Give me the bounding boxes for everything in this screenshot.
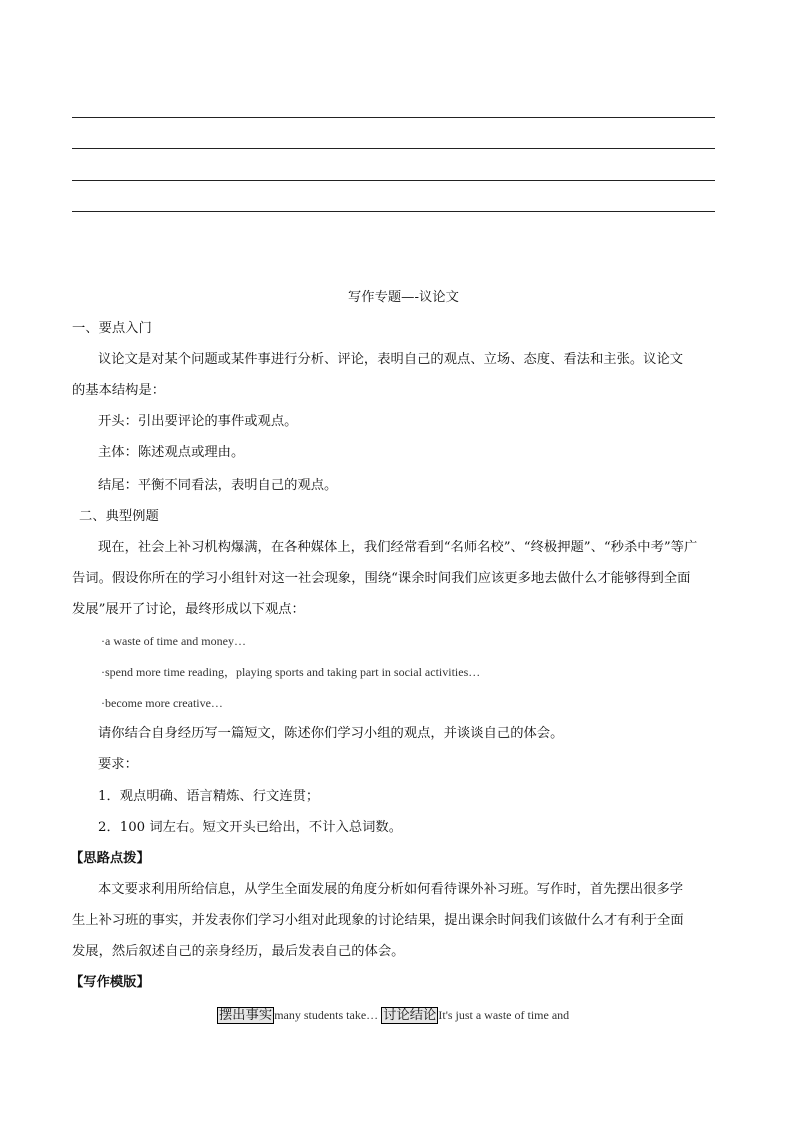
hints-line2: 生上补习班的事实，并发表你们学习小组对此现象的讨论结果，提出课余时间我们该做什么才有利于全面 xyxy=(72,913,684,928)
example-line1: 现在，社会上补习机构爆满，在各种媒体上，我们经常看到“名师名校”、“终极押题”、“秒杀中考”等广 xyxy=(98,540,698,555)
section1-heading: 一、要点入门 xyxy=(72,321,152,336)
task-instruction: 请你结合自身经历写一篇短文，陈述你们学习小组的观点，并谈谈自己的体会。 xyxy=(98,726,564,741)
viewpoint-item: ·become more creative… xyxy=(101,696,223,710)
hints-line1: 本文要求利用所给信息，从学生全面发展的角度分析如何看待课外补习班。写作时，首先摆出很多学 xyxy=(98,882,684,897)
answer-line-4 xyxy=(72,211,715,212)
template-heading: 【写作模版】 xyxy=(70,975,150,990)
template-text-2: It's just a waste of time and xyxy=(438,1008,570,1022)
viewpoint-item: ·a waste of time and money… xyxy=(101,634,246,648)
answer-line-3 xyxy=(72,180,715,181)
structure-opening: 开头：引出要评论的事件或观点。 xyxy=(98,414,298,429)
section2-heading: 二、典型例题 xyxy=(79,509,159,524)
hints-heading: 【思路点拨】 xyxy=(70,851,150,866)
answer-line-1 xyxy=(72,117,715,118)
page-title: 写作专题—-议论文 xyxy=(348,290,459,305)
structure-body: 主体：陈述观点或理由。 xyxy=(98,445,245,460)
section1-para-line2: 的基本结构是： xyxy=(72,383,166,398)
requirement-2: 2．100 词左右。短文开头已给出，不计入总词数。 xyxy=(98,820,403,835)
section1-para-line1: 议论文是对某个问题或某件事进行分析、评论，表明自己的观点、立场、态度、看法和主张。议论文 xyxy=(98,352,684,367)
tag-discussion-conclusion: 讨论结论 xyxy=(383,1008,437,1023)
structure-ending: 结尾：平衡不同看法，表明自己的观点。 xyxy=(98,478,338,493)
example-line2: 告词。假设你所在的学习小组针对这一社会现象，围绕“课余时间我们应该更多地去做什么才能够得到全面 xyxy=(72,571,691,586)
answer-line-2 xyxy=(72,148,715,149)
example-line3: 发展”展开了讨论，最终形成以下观点： xyxy=(72,602,305,617)
requirements-label: 要求： xyxy=(98,757,138,772)
template-line xyxy=(217,1006,569,1025)
hints-line3: 发展，然后叙述自己的亲身经历，最后发表自己的体会。 xyxy=(72,944,405,959)
tag-present-facts: 摆出事实 xyxy=(219,1008,273,1023)
requirement-1: 1．观点明确、语言精炼、行文连贯； xyxy=(98,789,320,804)
template-text-1: many students take… xyxy=(274,1008,379,1022)
viewpoint-item: ·spend more time reading，playing sports and taking part in social activities… xyxy=(101,665,481,679)
